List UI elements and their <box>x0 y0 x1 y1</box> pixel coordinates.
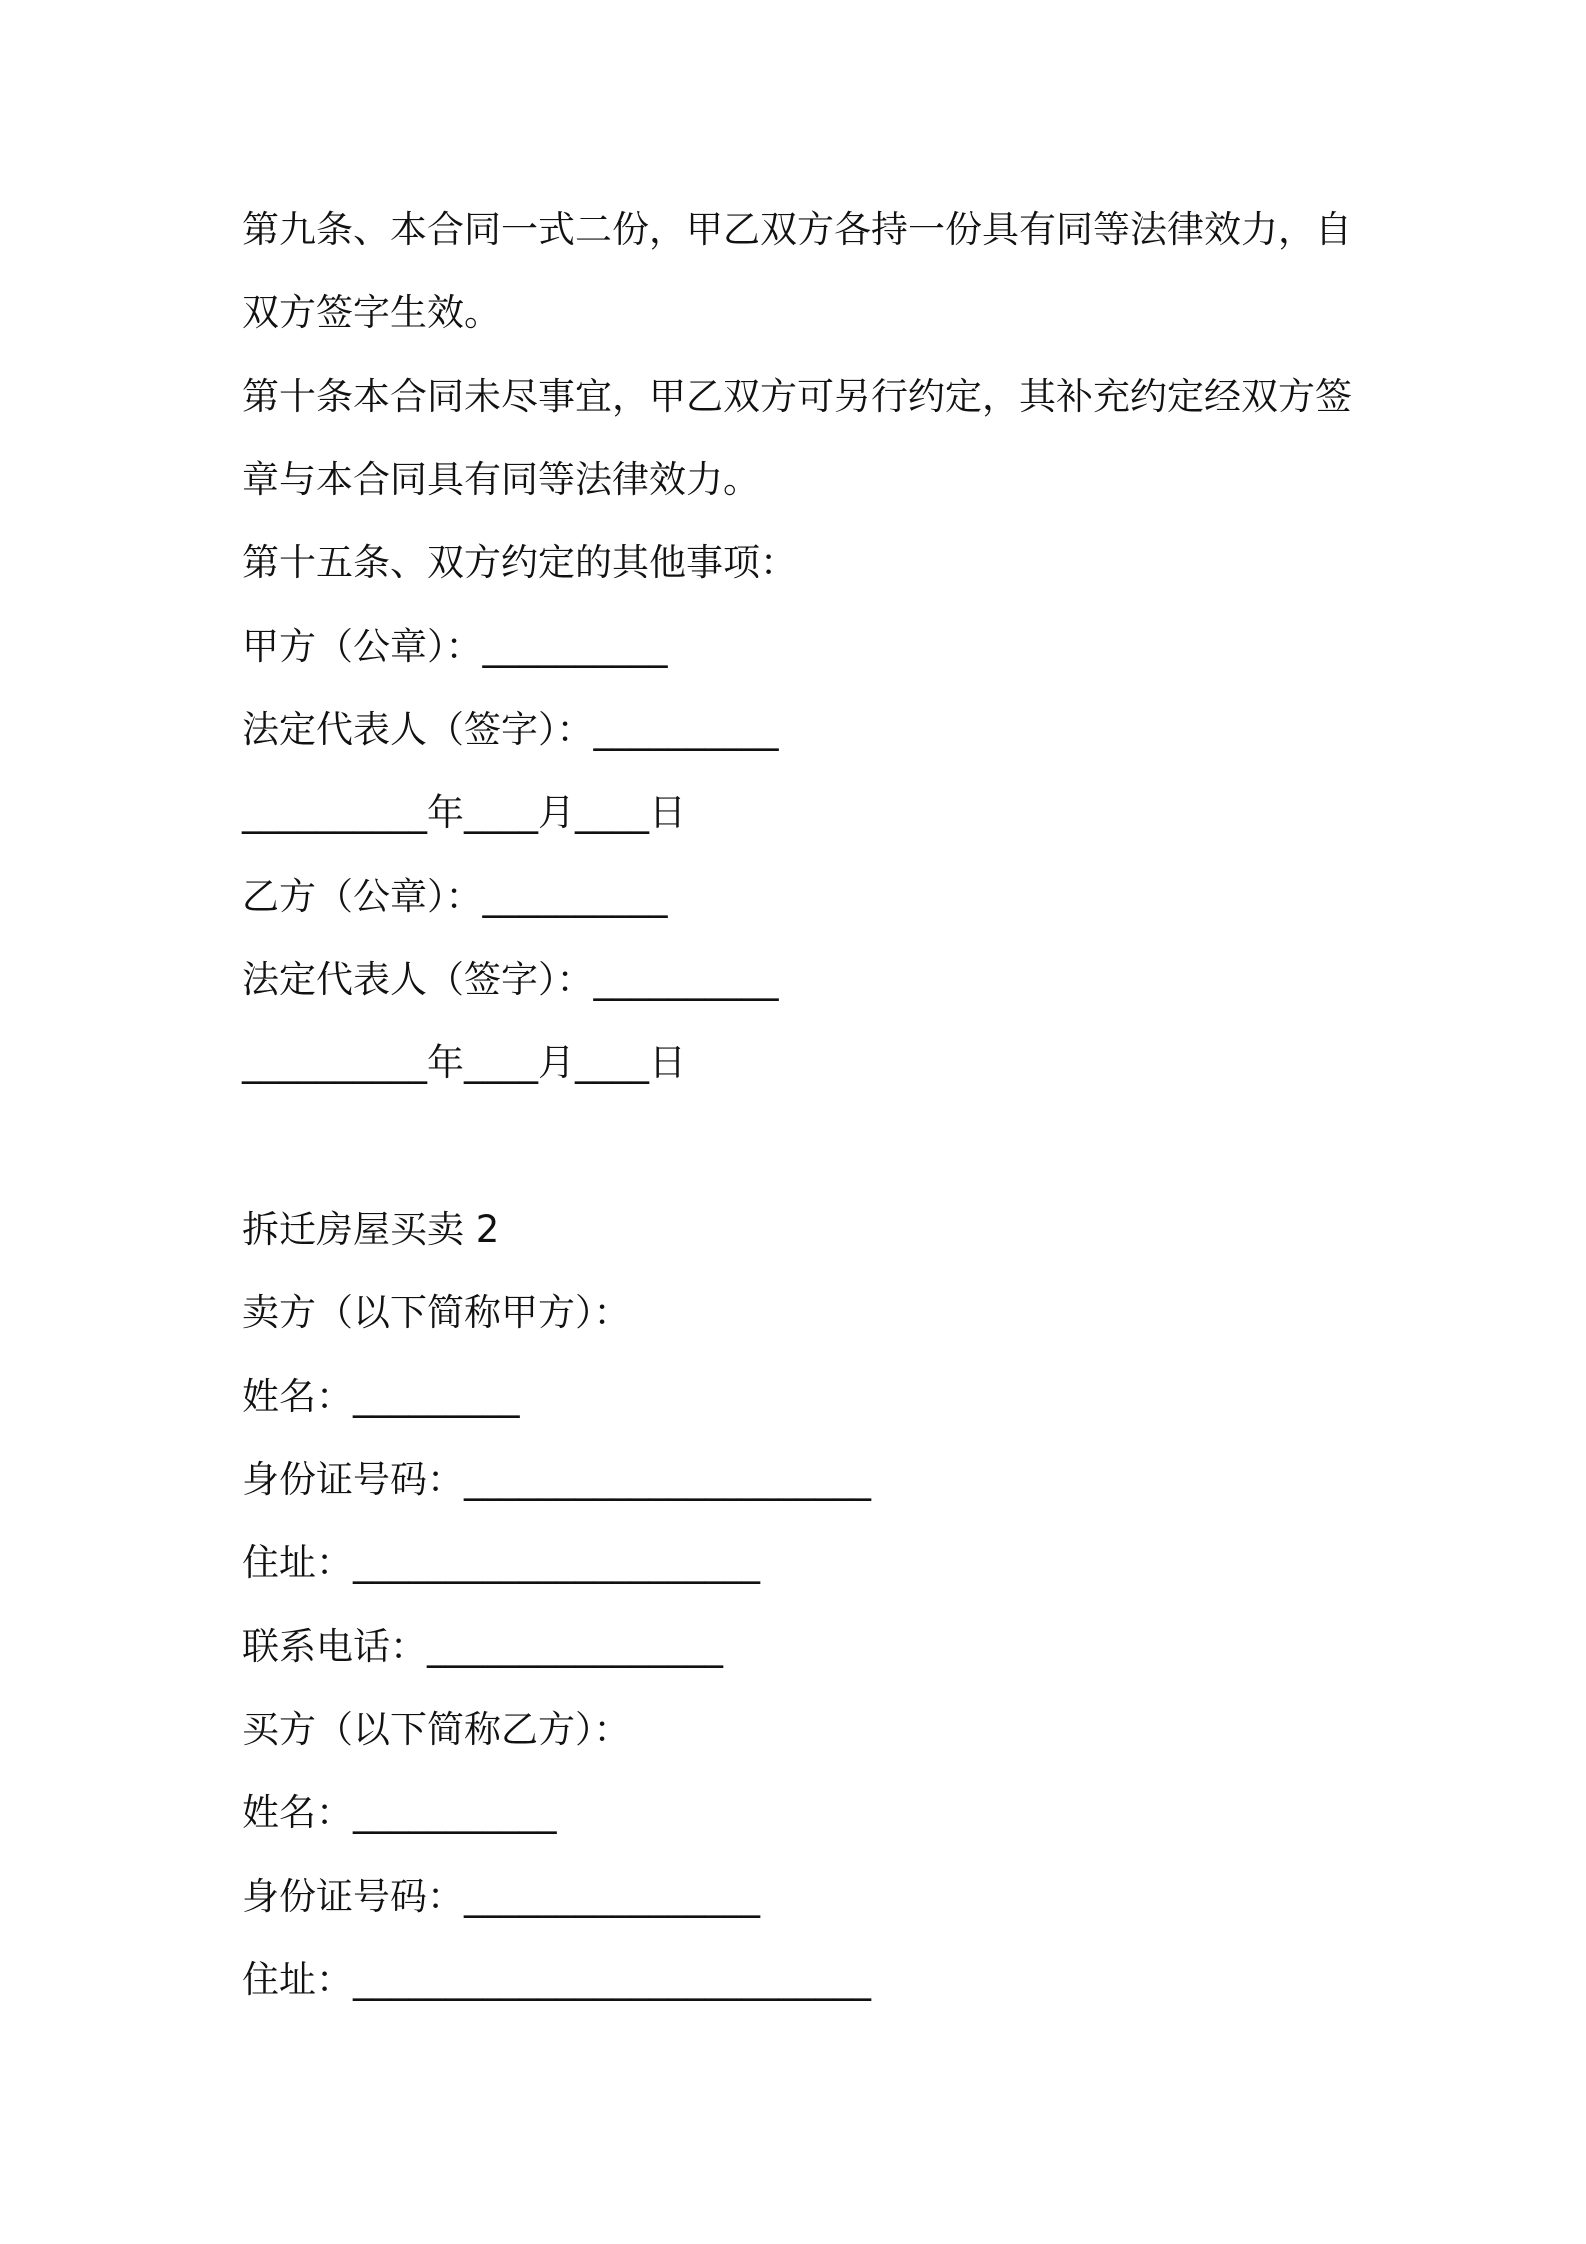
article-9-line-2: 双方签字生效。 <box>242 291 501 334</box>
party-b-date-field: __________年____月____日 <box>242 1041 686 1084</box>
party-b-seal-field: 乙方（公章）：__________ <box>242 875 668 918</box>
party-a-representative-field: 法定代表人（签字）：__________ <box>242 708 779 751</box>
seller-address-field: 住址：______________________ <box>242 1541 760 1584</box>
article-15-line: 第十五条、双方约定的其他事项： <box>242 541 797 584</box>
article-10-line-2: 章与本合同具有同等法律效力。 <box>242 458 760 501</box>
buyer-address-field: 住址：____________________________ <box>242 1958 871 2001</box>
buyer-name-field: 姓名：___________ <box>242 1791 557 1834</box>
buyer-heading: 买方（以下简称乙方）： <box>242 1708 631 1751</box>
seller-name-field: 姓名：_________ <box>242 1375 520 1418</box>
buyer-id-field: 身份证号码：________________ <box>242 1875 760 1918</box>
seller-heading: 卖方（以下简称甲方）： <box>242 1291 631 1334</box>
party-b-representative-field: 法定代表人（签字）：__________ <box>242 958 779 1001</box>
article-10-line-1: 第十条本合同未尽事宜，甲乙双方可另行约定，其补充约定经双方签 <box>242 375 1352 418</box>
party-a-date-field: __________年____月____日 <box>242 791 686 834</box>
section-title: 拆迁房屋买卖 2 <box>242 1208 500 1251</box>
seller-id-field: 身份证号码：______________________ <box>242 1458 871 1501</box>
seller-phone-field: 联系电话：________________ <box>242 1625 723 1668</box>
article-9-line-1: 第九条、本合同一式二份，甲乙双方各持一份具有同等法律效力，自 <box>242 208 1352 251</box>
party-a-seal-field: 甲方（公章）：__________ <box>242 625 668 668</box>
